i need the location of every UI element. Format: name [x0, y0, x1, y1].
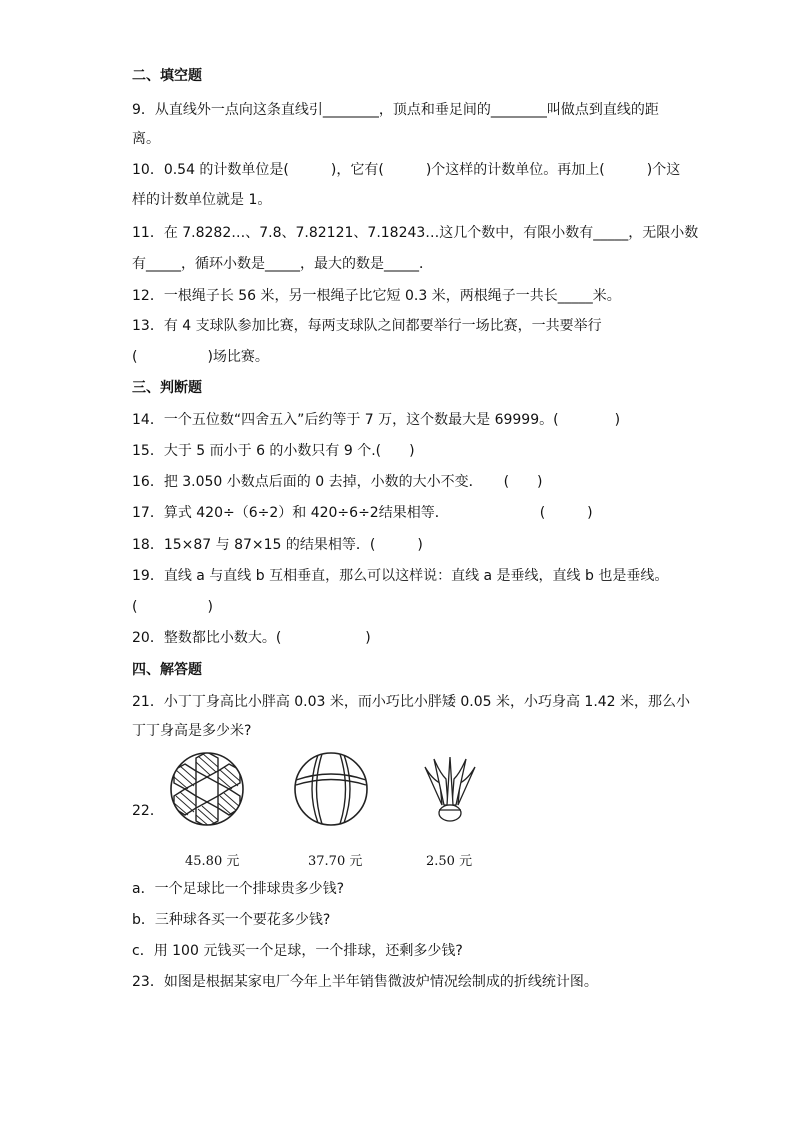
question-22-b: b．三种球各买一个要花多少钱? — [132, 912, 331, 928]
question-16: 16．把 3.050 小数点后面的 0 去掉，小数的大小不变． ( ) — [132, 474, 543, 490]
question-17: 17．算式 420÷（6÷2）和 420÷6÷2结果相等． ( ) — [132, 505, 593, 521]
question-22-c: c．用 100 元钱买一个足球，一个排球，还剩多少钱? — [132, 943, 463, 959]
football-icon — [168, 750, 246, 832]
question-13-line-2: ( )场比赛。 — [132, 349, 269, 365]
question-12: 12．一根绳子长 56 米，另一根绳子比它短 0.3 米，两根绳子一共长_____米。 — [132, 288, 621, 304]
shuttlecock-icon — [420, 755, 480, 831]
question-19-line-2: ( ) — [132, 599, 213, 615]
question-9-line-2: 离。 — [132, 131, 160, 147]
question-14: 14．一个五位数“四舍五入”后约等于 7 万，这个数最大是 69999。( ) — [132, 412, 621, 428]
question-19-line-1: 19．直线 a 与直线 b 互相垂直，那么可以这样说：直线 a 是垂线，直线 b 也是垂线。 — [132, 568, 669, 584]
volleyball-icon — [292, 750, 370, 832]
question-22-a: a．一个足球比一个排球贵多少钱? — [132, 881, 345, 897]
question-21-line-2: 丁丁身高是多少米? — [132, 723, 252, 739]
section-answer: 四、解答题 — [132, 662, 202, 678]
question-20: 20．整数都比小数大。( ) — [132, 630, 371, 646]
question-23: 23．如图是根据某家电厂今年上半年销售微波炉情况绘制成的折线统计图。 — [132, 974, 598, 990]
question-18: 18．15×87 与 87×15 的结果相等．( ) — [132, 537, 423, 553]
section-fill-blank: 二、填空题 — [132, 68, 202, 84]
question-11-line-1: 11．在 7.8282…、7.8、7.82121、7.18243…这几个数中，有限小数有_____，无限小数 — [132, 225, 699, 241]
section-judge: 三、判断题 — [132, 380, 202, 396]
question-10-line-1: 10．0.54 的计数单位是( )，它有( )个这样的计数单位。再加上( )个这 — [132, 162, 681, 178]
question-15: 15．大于 5 而小于 6 的小数只有 9 个.( ) — [132, 443, 415, 459]
question-22-number: 22． — [132, 803, 164, 819]
football-price: 45.80 元 — [185, 854, 240, 869]
volleyball-price: 37.70 元 — [308, 854, 363, 869]
question-10-line-2: 样的计数单位就是 1。 — [132, 192, 272, 208]
question-9-line-1: 9．从直线外一点向这条直线引________，顶点和垂足间的________叫做点到直线的距 — [132, 102, 659, 118]
question-13-line-1: 13．有 4 支球队参加比赛，每两支球队之间都要举行一场比赛，一共要举行 — [132, 318, 602, 334]
question-21-line-1: 21．小丁丁身高比小胖高 0.03 米，而小巧比小胖矮 0.05 米，小巧身高 1.42 米，那么小 — [132, 694, 691, 710]
question-11-line-2: 有_____，循环小数是_____，最大的数是_____． — [132, 256, 433, 272]
shuttlecock-price: 2.50 元 — [426, 854, 473, 869]
